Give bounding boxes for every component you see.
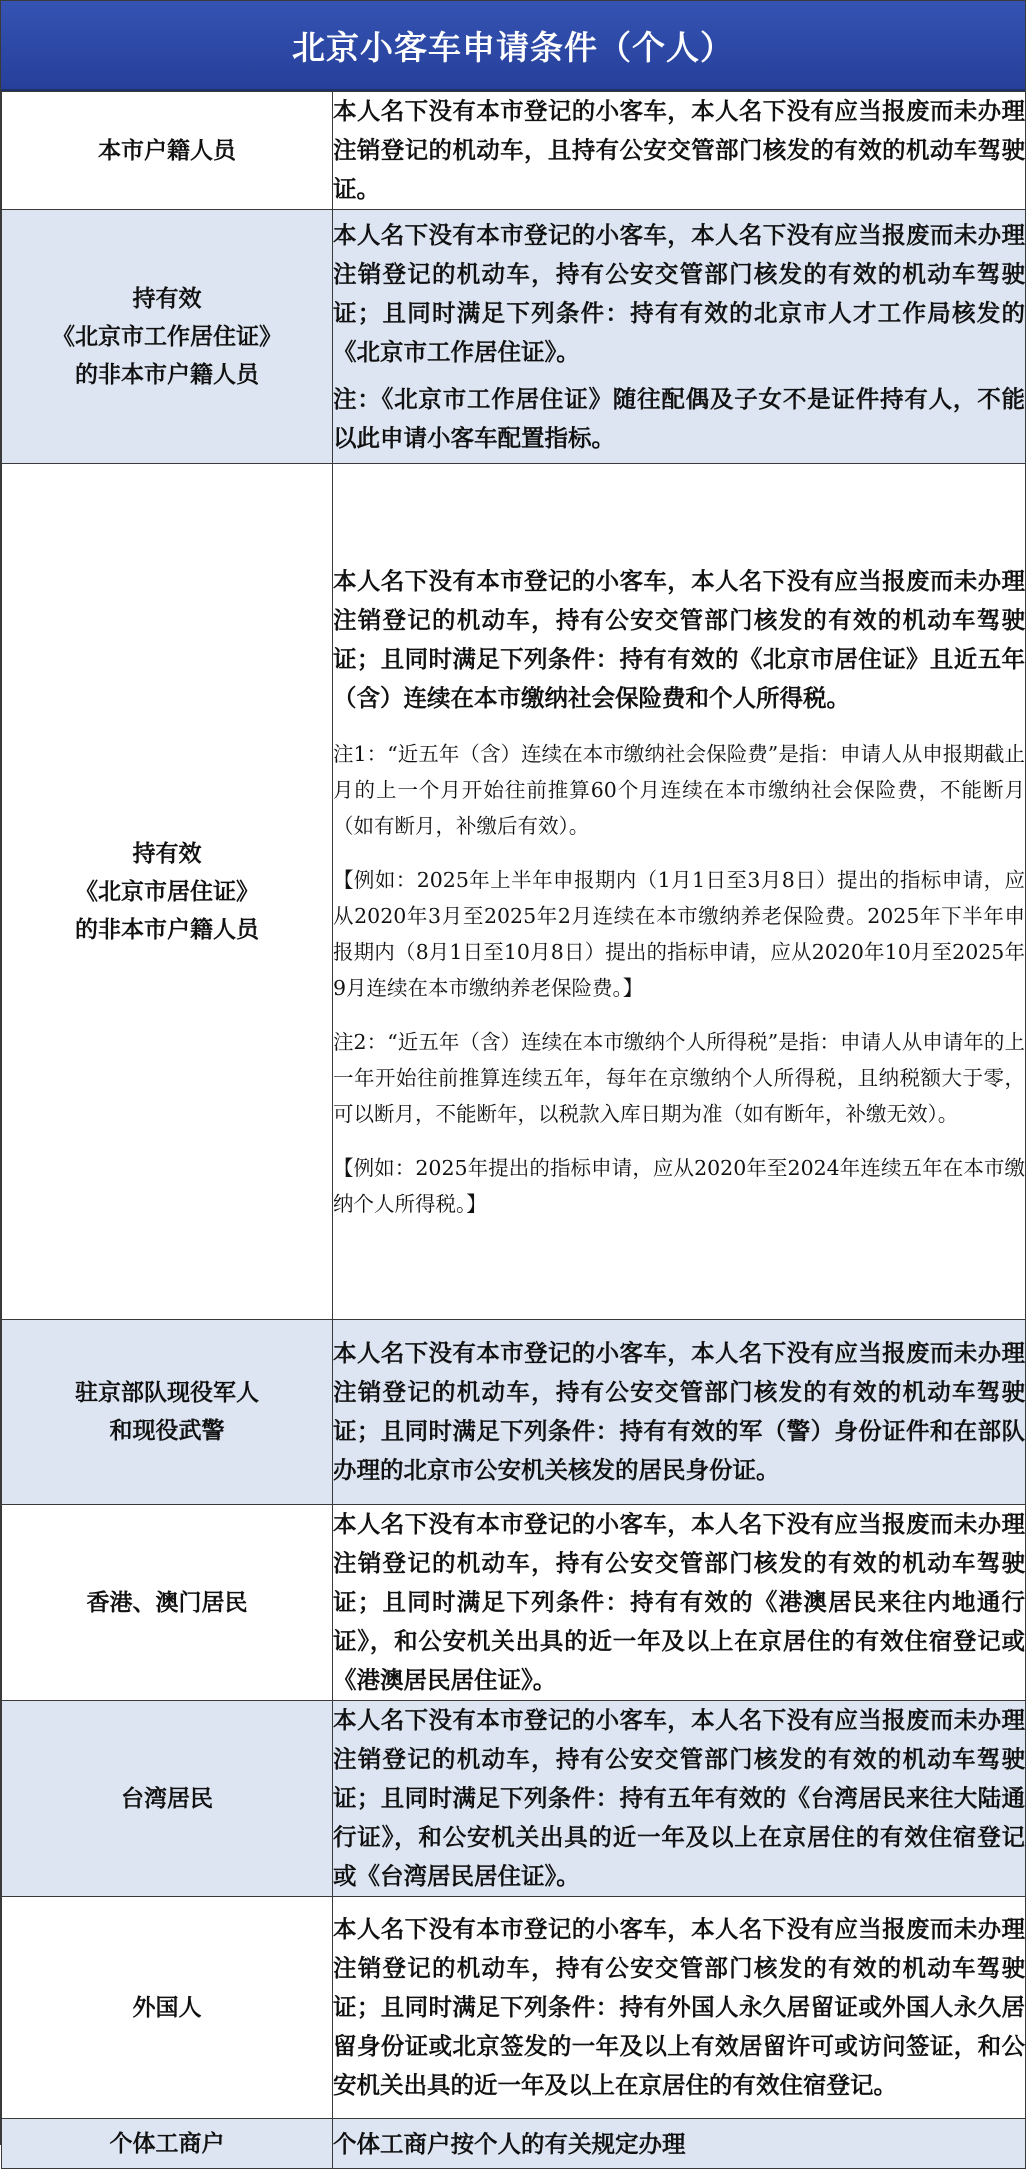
condition-example-1: 【例如：2025年上半年申报期内（1月1日至3月8日）提出的指标申请，应从2020年3月至2025年2月连续在本市缴纳养老保险费。2025年下半年申报期内（8月1日至10月8日）提出的指标申请，应从2020年10月至2025年9月连续在本市缴纳养老保险费。】 [333,867,1025,1000]
condition-main: 本人名下没有本市登记的小客车，本人名下没有应当报废而未办理注销登记的机动车，持有公安交管部门核发的有效的机动车驾驶证；且同时满足下列条件：持有有效的《北京市居住证》且近五年（含）连续在本市缴纳社会保险费和个人所得税。 [333,566,1025,712]
label-text: 持有效 《北京市居住证》 的非本市户籍人员 [75,840,259,943]
table-row [2,1320,1026,1505]
condition-main: 本人名下没有本市登记的小客车，本人名下没有应当报废而未办理注销登记的机动车，且持有公安交管部门核发的有效的机动车驾驶证。 [333,97,1025,203]
condition-example-2: 【例如：2025年提出的指标申请，应从2020年至2024年连续五年在本市缴纳个人所得税。】 [333,1155,1025,1216]
condition-main: 本人名下没有本市登记的小客车，本人名下没有应当报废而未办理注销登记的机动车，持有公安交管部门核发的有效的机动车驾驶证；且同时满足下列条件：持有外国人永久居留证或外国人永久居留身份证或北京签发的一年及以上有效居留许可或访问签证，和公安机关出具的近一年及以上在京居住的有效住宿登记。 [333,1915,1025,2099]
condition-main: 本人名下没有本市登记的小客车，本人名下没有应当报废而未办理注销登记的机动车，持有公安交管部门核发的有效的机动车驾驶证；且同时满足下列条件：持有有效的《港澳居民来往内地通行证》，和公安机关出具的近一年及以上在京居住的有效住宿登记或《港澳居民居住证》。 [333,1510,1025,1694]
table-row [2,1897,1026,2119]
table-title: 北京小客车申请条件（个人） [1,1,1025,91]
condition-text [333,92,1026,210]
table-row [2,210,1026,464]
table-row [2,92,1026,210]
condition-note: 注：《北京市工作居住证》随往配偶及子女不是证件持有人，不能以此申请小客车配置指标。 [333,384,1025,452]
condition-text [333,1701,1026,1897]
condition-main: 本人名下没有本市登记的小客车，本人名下没有应当报废而未办理注销登记的机动车，持有公安交管部门核发的有效的机动车驾驶证；且同时满足下列条件：持有五年有效的《台湾居民来往大陆通行证》，和公安机关出具的近一年及以上在京居住的有效住宿登记或《台湾居民居住证》。 [333,1706,1025,1890]
condition-text [333,2119,1026,2169]
applicant-type-label [2,464,333,1320]
table-row [2,2119,1026,2169]
applicant-type-label: 香港、澳门居民 [2,1505,333,1701]
applicant-type-label: 个体工商户 [2,2119,333,2169]
condition-text [333,464,1026,1320]
applicant-type-label: 本市户籍人员 [2,92,333,210]
condition-note-1: 注1：“近五年（含）连续在本市缴纳社会保险费”是指：申请人从申报期截止月的上一个月开始往前推算60个月连续在本市缴纳社会保险费，不能断月（如有断月，补缴后有效）。 [333,741,1025,838]
condition-text [333,210,1026,464]
requirements-table [1,91,1026,2169]
table-row [2,464,1026,1320]
condition-main: 本人名下没有本市登记的小客车，本人名下没有应当报废而未办理注销登记的机动车，持有公安交管部门核发的有效的机动车驾驶证；且同时满足下列条件：持有有效的北京市人才工作局核发的《北京市工作居住证》。 [333,220,1025,366]
condition-main: 个体工商户按个人的有关规定办理 [333,2129,686,2158]
table-row [2,1505,1026,1701]
applicant-type-label [2,1320,333,1505]
condition-main: 本人名下没有本市登记的小客车，本人名下没有应当报废而未办理注销登记的机动车，持有公安交管部门核发的有效的机动车驾驶证；且同时满足下列条件：持有有效的军（警）身份证件和在部队办理的北京市公安机关核发的居民身份证。 [333,1339,1025,1484]
condition-text [333,1320,1026,1505]
condition-note-2: 注2：“近五年（含）连续在本市缴纳个人所得税”是指：申请人从申请年的上一年开始往前推算连续五年，每年在京缴纳个人所得税，且纳税额大于零，可以断月，不能断年，以税款入库日期为准（如有断年，补缴无效）。 [333,1029,1025,1126]
condition-text [333,1505,1026,1701]
label-text: 驻京部队现役军人 和现役武警 [75,1380,259,1444]
label-text: 持有效 《北京市工作居住证》 的非本市户籍人员 [52,285,282,388]
condition-text [333,1897,1026,2119]
table-row [2,1701,1026,1897]
applicant-type-label: 台湾居民 [2,1701,333,1897]
applicant-type-label [2,210,333,464]
applicant-type-label: 外国人 [2,1897,333,2119]
